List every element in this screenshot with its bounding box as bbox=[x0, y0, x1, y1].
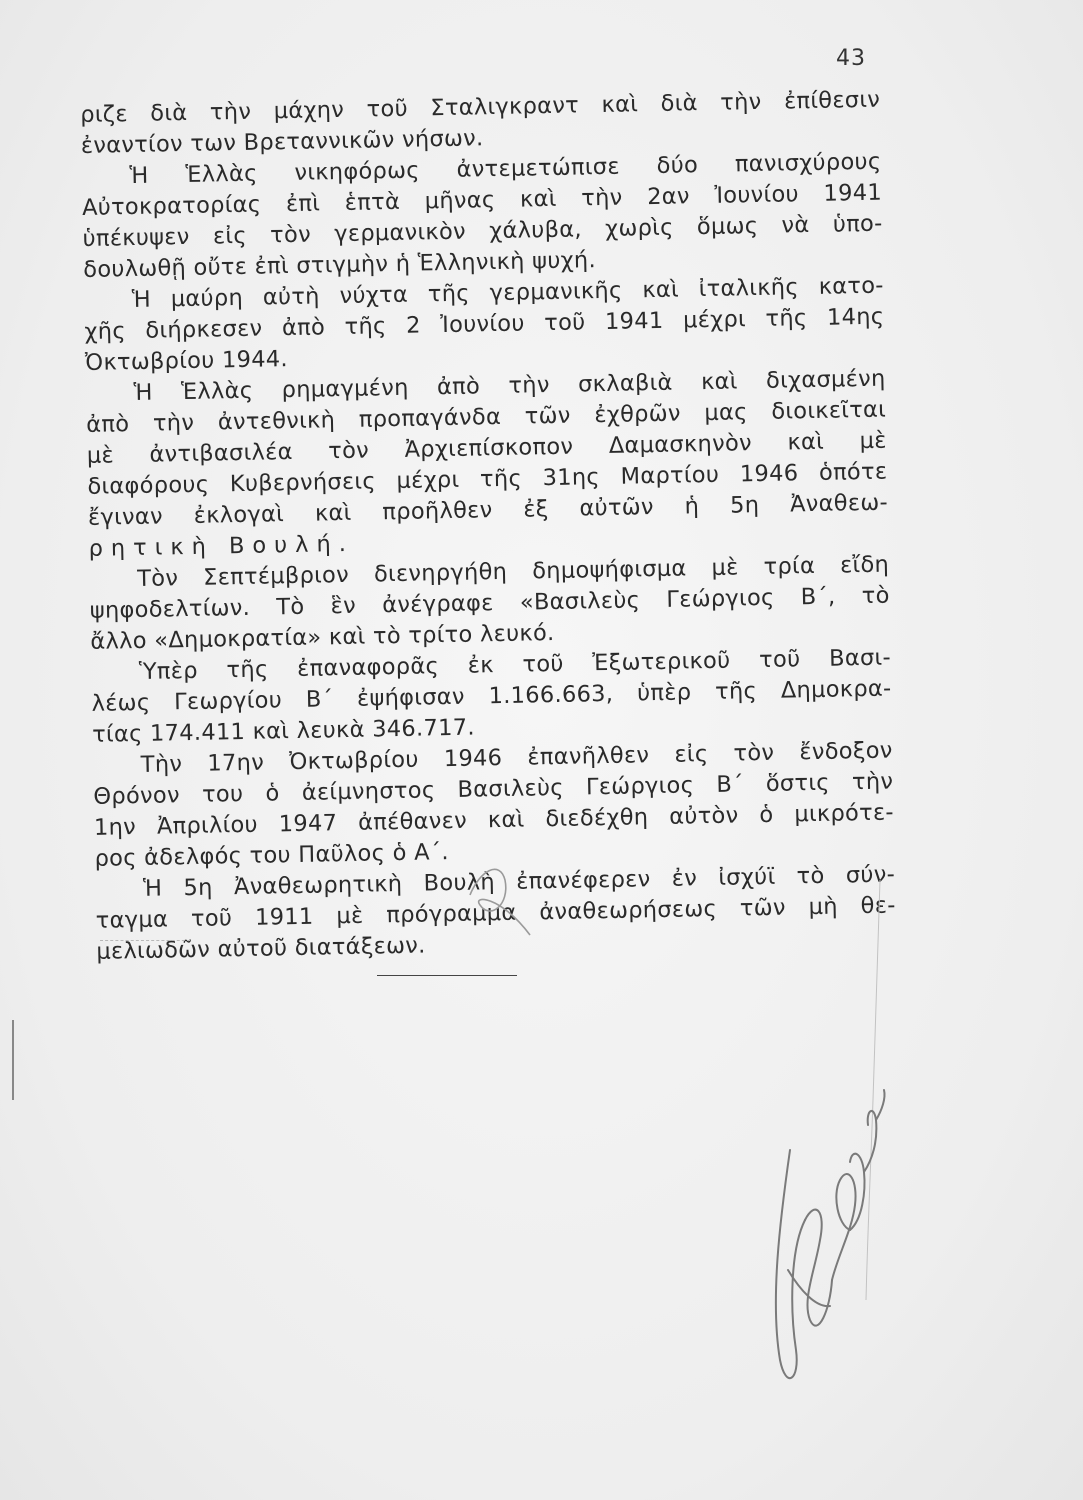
text-line: ἀπὸ τὴν ἀντεθνικὴ προπαγάνδα τῶν ἐχθρῶν μας διοικεῖται bbox=[85, 396, 887, 438]
text-line: ἐναντίον των Βρεταννικῶν νήσων. bbox=[80, 125, 484, 159]
text-line: Τὸν Σεπτέμβριον διενηργήθη δημοψήφισμα μὲ τρία εἴδη bbox=[136, 551, 890, 592]
text-line: ψηφοδελτίων. Τὸ ἓν ἀνέγραφε «Βασιλεὺς Γεώργιος Β΄, τὸ bbox=[89, 582, 890, 624]
text-line: Ἡ μαύρη αὐτὴ νύχτα τῆς γερμανικῆς καὶ ἰταλικῆς κατο- bbox=[131, 272, 884, 314]
text-line: χῆς διήρκεσεν ἀπὸ τῆς 2 Ἰουνίου τοῦ 1941 μέχρι τῆς 14ης bbox=[84, 303, 885, 345]
text-line: μελιωδῶν αὐτοῦ διατάξεων. bbox=[96, 932, 426, 965]
text-line: Θρόνον του ὁ ἀείμνηστος Βασιλεὺς Γεώργιος Β΄ ὅστις τὴν bbox=[93, 768, 894, 810]
text-line: Ὑπὲρ τῆς ἐπαναφορᾶς ἐκ τοῦ Ἐξωτερικοῦ τοῦ Βασι- bbox=[138, 644, 892, 685]
text-line: ριζε διὰ τὴν μάχην τοῦ Σταλιγκραντ καὶ διὰ τὴν ἐπίθεσιν bbox=[80, 86, 881, 128]
text-line: ρητικὴ Βουλή. bbox=[88, 530, 355, 562]
text-line: 1ην Ἀπριλίου 1947 ἀπέθανεν καὶ διεδέχθη αὐτὸν ὁ μικρότε- bbox=[93, 799, 895, 841]
text-line: Ἡ Ἑλλὰς νικηφόρως ἀντεμετώπισε δύο πανισχύρους bbox=[129, 148, 882, 190]
text-line: ἔγιναν ἐκλογαὶ καὶ προῆλθεν ἐξ αὐτῶν ἡ 5η Ἀναθεω- bbox=[87, 489, 889, 531]
text-line: Ὀκτωβρίου 1944. bbox=[84, 346, 289, 376]
text-line: Ἡ Ἑλλὰς ρημαγμένη ἀπὸ τὴν σκλαβιὰ καὶ διχασμένη bbox=[133, 365, 886, 407]
page-number: 43 bbox=[836, 46, 866, 71]
text-line: δουλωθῇ οὔτε ἐπὶ στιγμὴν ἡ Ἑλληνικὴ ψυχή. bbox=[83, 247, 597, 283]
handwritten-signature bbox=[760, 1080, 900, 1430]
text-line: ρος ἀδελφός του Παῦλος ὁ Α΄. bbox=[94, 839, 450, 872]
text-line: ὑπέκυψεν εἰς τὸν γερμανικὸν χάλυβα, χωρὶς ὅμως νὰ ὑπο- bbox=[82, 210, 883, 252]
text-line: Τὴν 17ην Ὀκτωβρίου 1946 ἐπανῆλθεν εἰς τὸν ἔνδοξον bbox=[140, 737, 893, 778]
text-line: ἄλλο «Δημοκρατία» καὶ τὸ τρίτο λευκό. bbox=[90, 619, 555, 655]
text-line: Ἡ 5η Ἀναθεωρητικὴ Βουλὴ ἐπανέφερεν ἐν ἰσχύϊ τὸ σύν- bbox=[142, 861, 896, 902]
text-line: λέως Γεωργίου Β΄ ἐψήφισαν 1.166.663, ὑπὲρ τῆς Δημοκρα- bbox=[91, 675, 892, 717]
text-line: Αὐτοκρατορίας ἐπὶ ἑπτὰ μῆνας καὶ τὴν 2αν Ἰουνίου 1941 bbox=[81, 179, 883, 221]
text-line: διαφόρους Κυβερνήσεις μέχρι τῆς 31ης Μαρτίου 1946 ὁπότε bbox=[87, 458, 888, 500]
text-line: τίας 174.411 καὶ λευκὰ 346.717. bbox=[91, 714, 476, 748]
text-line: μὲ ἀντιβασιλέα τὸν Ἀρχιεπίσκοπον Δαμασκηνὸν καὶ μὲ bbox=[86, 427, 887, 469]
text-line: ταγμα τοῦ 1911 μὲ πρόγραμμα ἀναθεωρήσεως τῶν μὴ θε- bbox=[95, 892, 896, 934]
